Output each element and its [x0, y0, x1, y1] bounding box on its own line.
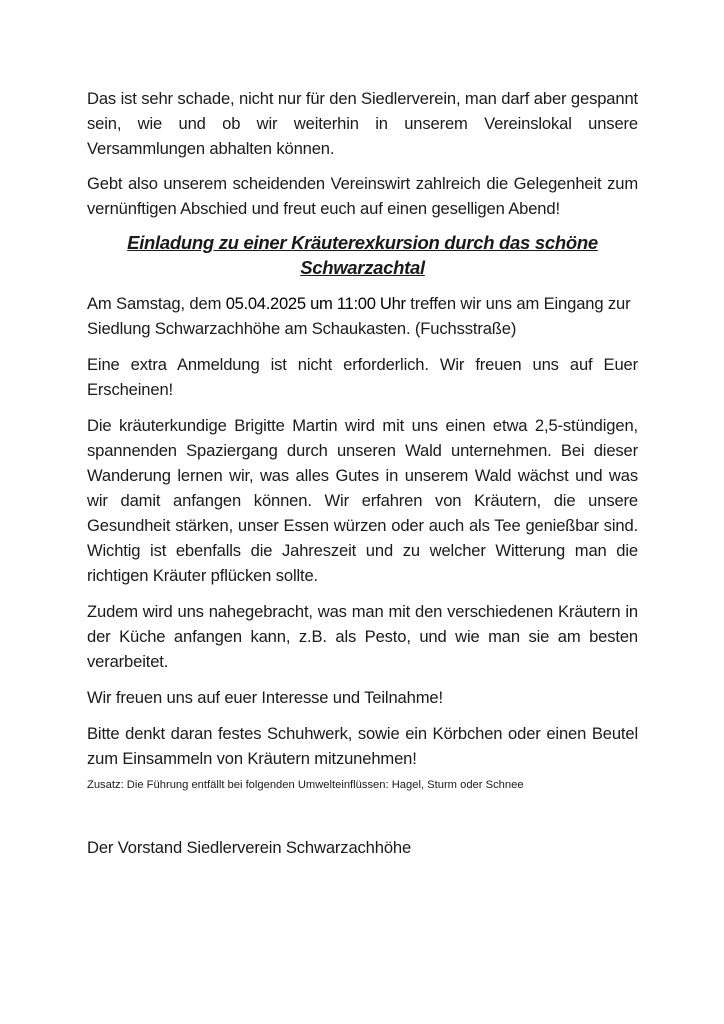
excursion-heading: Einladung zu einer Kräuterexkursion durch das schöne Schwarzachtal: [127, 232, 598, 278]
paragraph-equipment: Bitte denkt daran festes Schuhwerk, sowie ein Körbchen oder einen Beutel zum Einsammeln von Kräutern mitzunehmen!: [87, 724, 638, 768]
paragraph-registration: Eine extra Anmeldung ist nicht erforderlich. Wir freuen uns auf Euer Erscheinen!: [87, 355, 638, 399]
paragraph-guide: Die kräuterkundige Brigitte Martin wird mit uns einen etwa 2,5-stündigen, spannenden Spaziergang durch unseren Wald unternehmen. Bei dieser Wanderung lernen wir, was alles Gutes in unserem Wald wächst und was wir damit anfangen können. Wir erfahren von Kräutern, die unsere Gesundheit stärken, unser Essen würzen oder auch als Tee genießbar sind. Wichtig ist ebenfalls die Jahreszeit und zu welcher Witterung man die richtigen Kräuter pflücken sollte.: [87, 416, 638, 585]
signature: Der Vorstand Siedlerverein Schwarzachhöhe: [87, 838, 412, 857]
weather-note: Zusatz: Die Führung entfällt bei folgenden Umwelteinflüssen: Hagel, Sturm oder Schnee: [87, 779, 524, 791]
meeting-text-before: Am Samstag, dem: [87, 294, 226, 313]
paragraph-meeting-time: [87, 291, 638, 341]
document-page: [87, 86, 638, 860]
paragraph-farewell: Gebt also unserem scheidenden Vereinswirt zahlreich die Gelegenheit zum vernünftigen Abschied und freut euch auf einen geselligen Abend!: [87, 174, 638, 218]
paragraph-kitchen: Zudem wird uns nahegebracht, was man mit den verschiedenen Kräutern in der Küche anfangen kann, z.B. als Pesto, und wie man sie am besten verarbeitet.: [87, 602, 638, 671]
paragraph-closing-inn: Das ist sehr schade, nicht nur für den Siedlerverein, man darf aber gespannt sein, wie und ob wir weiterhin in unserem Vereinslokal unsere Versammlungen abhalten können.: [87, 89, 638, 158]
meeting-text-after: treffen wir uns am Eingang zur Siedlung Schwarzachhöhe am Schaukasten. (Fuchsstraße): [87, 294, 631, 338]
paragraph-interest: Wir freuen uns auf euer Interesse und Teilnahme!: [87, 688, 443, 707]
meeting-date-time: 05.04.2025 um 11:00 Uhr: [225, 294, 406, 313]
